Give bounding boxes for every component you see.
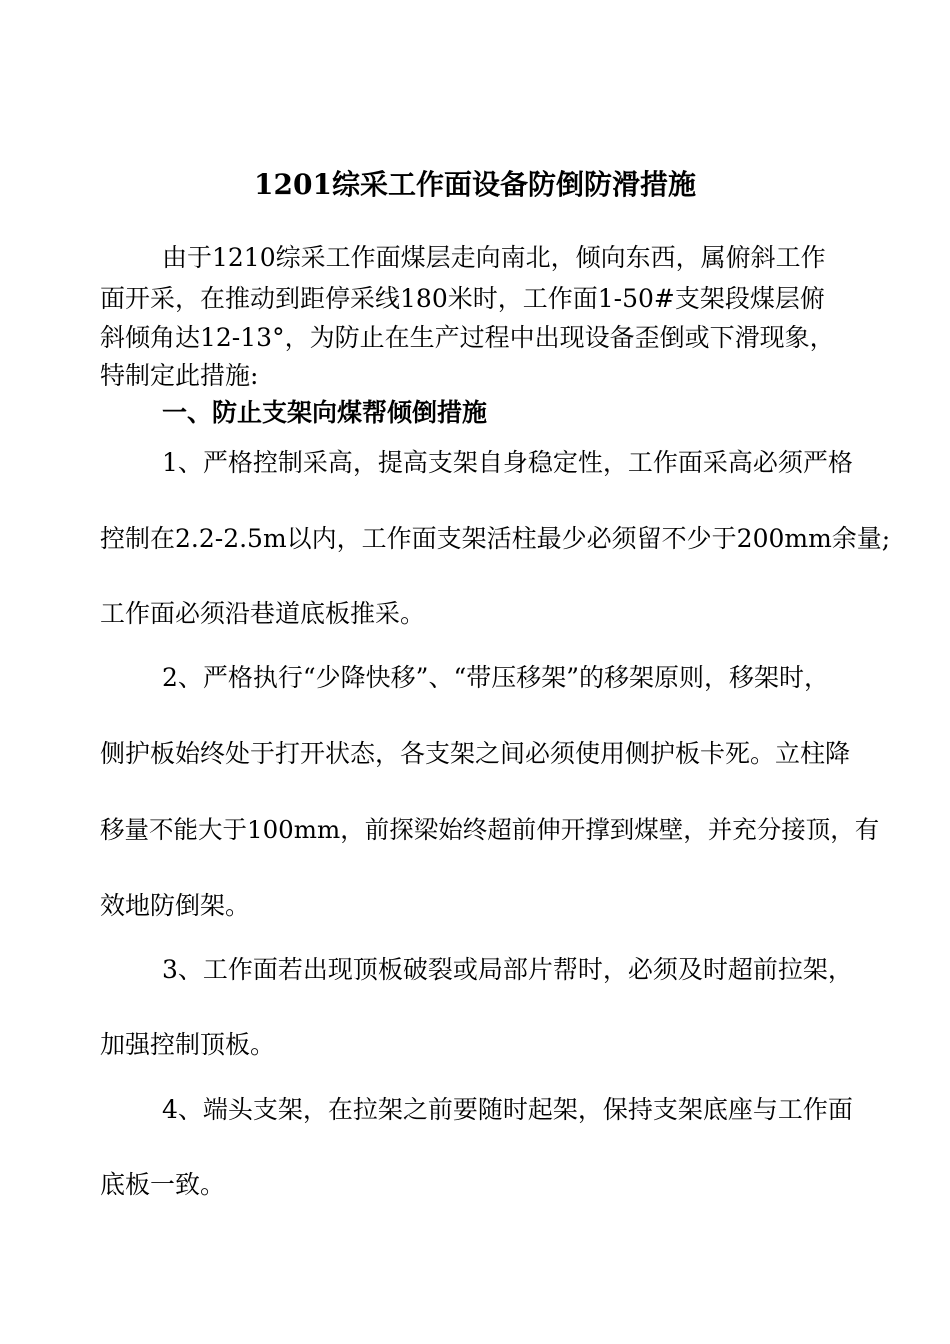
item-2-line: 效地防倒架。 [100,891,251,920]
item-1-line: 1、严格控制采高，提高支架自身稳定性，工作面采高必须严格 [162,448,853,477]
item-1-line: 控制在2.2-2.5m以内，工作面支架活柱最少必须留不少于200mm余量; [100,524,891,553]
intro-line: 由于1210综采工作面煤层走向南北，倾向东西，属俯斜工作 [162,243,826,272]
intro-line: 面开采，在推动到距停采线180米时，工作面1-50#支架段煤层俯 [100,284,825,313]
item-4-line: 底板一致。 [100,1170,226,1199]
item-2-line: 移量不能大于100mm，前探梁始终超前伸开撑到煤壁，并充分接顶，有 [100,815,880,844]
intro-line: 特制定此措施: [100,361,259,390]
item-2-line: 2、严格执行“少降快移”、“带压移架”的移架原则，移架时， [162,663,830,692]
item-1-line: 工作面必须沿巷道底板推采。 [100,599,426,628]
item-3-line: 3、工作面若出现顶板破裂或局部片帮时，必须及时超前拉架， [162,955,853,984]
section-heading: 一、防止支架向煤帮倾倒措施 [162,398,488,427]
item-4-line: 4、端头支架，在拉架之前要随时起架，保持支架底座与工作面 [162,1095,853,1124]
document-title: 1201综采工作面设备防倒防滑措施 [254,168,696,201]
item-3-line: 加强控制顶板。 [100,1030,276,1059]
item-2-line: 侧护板始终处于打开状态，各支架之间必须使用侧护板卡死。立柱降 [100,739,851,768]
intro-line: 斜倾角达12-13°，为防止在生产过程中出现设备歪倒或下滑现象， [100,323,835,352]
